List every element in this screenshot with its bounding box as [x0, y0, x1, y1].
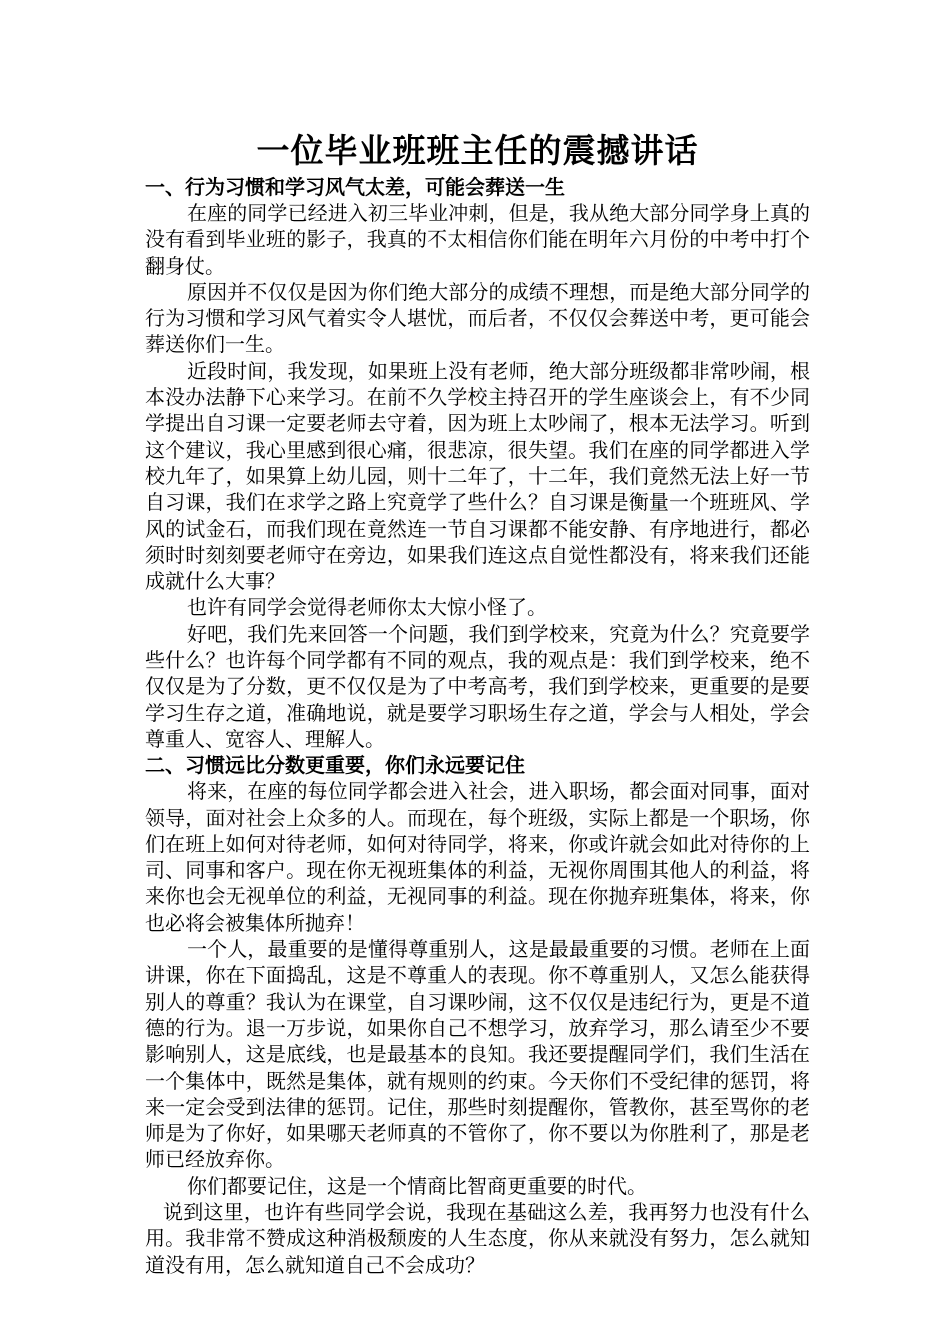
document-title: 一位毕业班班主任的震撼讲话	[256, 131, 699, 170]
paragraph: 将来，在座的每位同学都会进入社会，进入职场，都会面对同事，面对领导，面对社会上众多的人。而现在，每个班级，实际上都是一个职场，你们在班上如何对待老师，如何对待同学，将来，你或许就会如此对待你的上司、同事和客户。现在你无视班集体的利益，无视你周围其他人的利益，将来你也会无视单位的利益，无视同事的利益。现在你抛弃班集体，将来，你也必将会被集体所抛弃！	[145, 779, 810, 935]
paragraph: 原因并不仅仅是因为你们绝大部分的成绩不理想，而是绝大部分同学的行为习惯和学习风气着实令人堪忧，而后者，不仅仅会葬送中考，更可能会葬送你们一生。	[145, 279, 810, 357]
paragraph: 也许有同学会觉得老师你太大惊小怪了。	[187, 595, 547, 620]
paragraph: 一个人，最重要的是懂得尊重别人，这是最最重要的习惯。老师在上面讲课，你在下面捣乱，这是不尊重人的表现。你不尊重别人，又怎么能获得别人的尊重？我认为在课堂，自习课吵闹，这不仅仅是违纪行为，更是不道德的行为。退一万步说，如果你自己不想学习，放弃学习，那么请至少不要影响别人，这是底线，也是最基本的良知。我还要提醒同学们，我们生活在一个集体中，既然是集体，就有规则的约束。今天你们不受纪律的惩罚，将来一定会受到法律的惩罚。记住，那些时刻提醒你，管教你，甚至骂你的老师是为了你好，如果哪天老师真的不管你了，你不要以为你胜利了，那是老师已经放弃你。	[145, 937, 810, 1172]
section-2	[145, 752, 810, 1278]
section-heading: 一、行为习惯和学习风气太差，可能会葬送一生	[145, 175, 565, 199]
document-page	[145, 128, 810, 1278]
paragraph: 你们都要记住，这是一个情商比智商更重要的时代。	[187, 1173, 647, 1198]
section-heading: 二、习惯远比分数更重要，你们永远要记住	[145, 753, 525, 778]
section-1	[145, 174, 810, 752]
paragraph: 说到这里，也许有些同学会说，我现在基础这么差，我再努力也没有什么用。我非常不赞成这种消极颓废的人生态度，你从来就没有努力，怎么就知道没有用，怎么就知道自己不会成功？	[145, 1199, 810, 1277]
paragraph: 好吧，我们先来回答一个问题，我们到学校来，究竟为什么？究竟要学些什么？也许每个同学都有不同的观点，我的观点是：我们到学校来，绝不仅仅是为了分数，更不仅仅是为了中考高考，我们到学校来，更重要的是要学习生存之道，准确地说，就是要学习职场生存之道，学会与人相处，学会尊重人、宽容人、理解人。	[145, 621, 810, 751]
paragraph: 近段时间，我发现，如果班上没有老师，绝大部分班级都非常吵闹，根本没办法静下心来学习。在前不久学校主持召开的学生座谈会上，有不少同学提出自习课一定要老师去守着，因为班上太吵闹了，根本无法学习。听到这个建议，我心里感到很心痛，很悲凉，很失望。我们在座的同学都进入学校九年了，如果算上幼儿园，则十二年了，十二年，我们竟然无法上好一节自习课，我们在求学之路上究竟学了些什么？自习课是衡量一个班班风、学风的试金石，而我们现在竟然连一节自习课都不能安静、有序地进行，都必须时时刻刻要老师守在旁边，如果我们连这点自觉性都没有，将来我们还能成就什么大事？	[145, 358, 810, 594]
paragraph: 在座的同学已经进入初三毕业冲刺，但是，我从绝大部分同学身上真的没有看到毕业班的影子，我真的不太相信你们能在明年六月份的中考中打个翻身仗。	[145, 201, 810, 278]
